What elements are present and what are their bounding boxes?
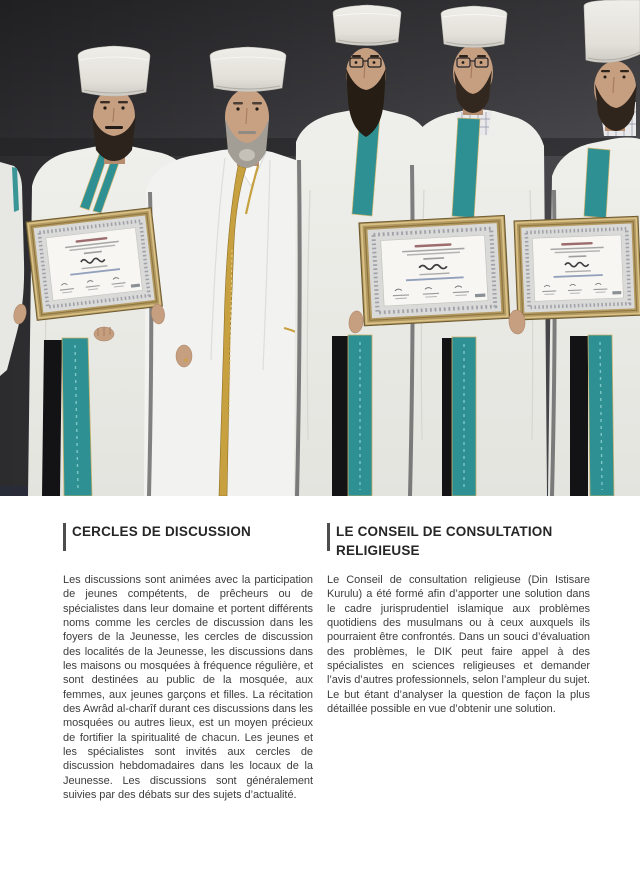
certificate-frame-1 — [26, 208, 162, 321]
article-left-title: CERCLES DE DISCUSSION — [63, 521, 313, 567]
article-left — [63, 521, 313, 803]
turban-4 — [441, 6, 507, 48]
turban-1 — [78, 46, 150, 96]
turban-3 — [333, 5, 401, 46]
article-right-title: LE CONSEIL DE CONSULTATION RELIGIEUSE — [327, 521, 590, 567]
article-left-body: Les discussions sont animées avec la participation de jeunes compétents, de prêcheurs ou de spécialistes dans leur domaine et portent différents noms comme les cercles de discussion dans les foyers de la Jeunesse, les cercles de discussion des localités de la Jeunesse, les discussions dans les maisons ou mosquées à fréquence régulière, et sont destinées au public de la mosquée, aux femmes, aux jeunes garçons et filles. La récitation des Awrâd al-charîf durant ces discussions dans les mosquées ou autres lieux, est un moyen précieux de fortifier la spiritualité de chacun. Les jeunes et les spécialistes sont invités aux cercles de discussion hebdomadaires dans les locaux de la Jeunesse. Les discussions sont généralement suivies par des débats sur des sujets d’actualité. — [63, 574, 313, 802]
turban-2 — [210, 47, 286, 92]
certificate-frame-2 — [359, 215, 510, 325]
turban-5 — [584, 0, 640, 62]
article-columns — [63, 521, 590, 803]
article-right-body: Le Conseil de consultation religieuse (Din Istisare Kurulu) a été formé afin d’apporter une solution dans le cadre jurisprudentiel islamique aux problèmes quotidiens des musulmans ou à ceux auxquels ils pourraient être confrontés. Dans un souci d’évaluation des problèmes, le DIK peut faire appel à des spécialistes en sciences religieuses et demander l’avis d’autres professionnels, selon l’ampleur du sujet. Le but étant d’analyser la question de façon la plus détaillée possible en vue d’obtenir une solution. — [327, 574, 590, 716]
certificate-frame-3 — [514, 216, 640, 320]
article-right — [327, 521, 590, 803]
